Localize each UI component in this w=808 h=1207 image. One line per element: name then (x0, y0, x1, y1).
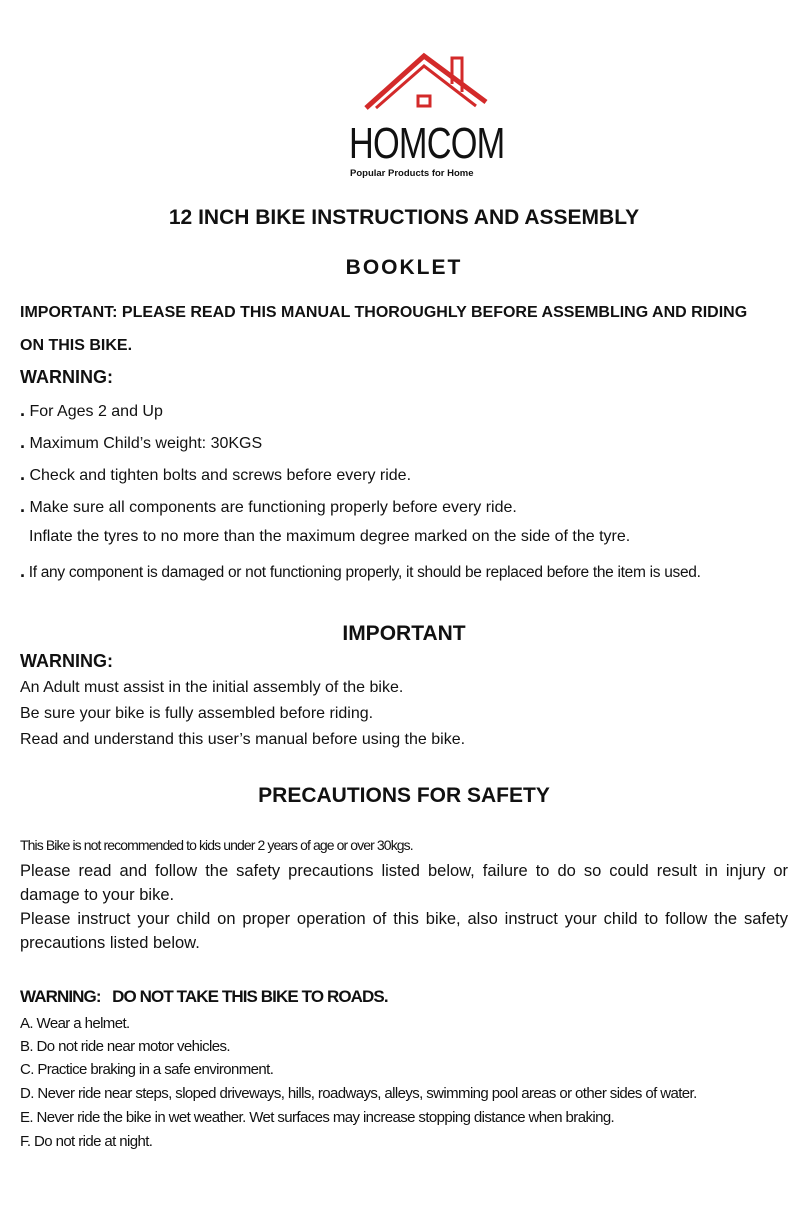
warning-item: . For Ages 2 and Up (20, 400, 163, 420)
warning-heading-1: WARNING: (20, 367, 113, 387)
precautions-heading: PRECAUTIONS FOR SAFETY (258, 784, 550, 807)
precaution-item: F. Do not ride at night. (20, 1133, 153, 1150)
page-title: 12 INCH BIKE INSTRUCTIONS AND ASSEMBLY (168, 206, 640, 229)
warning-item: Inflate the tyres to no more than the maximum degree marked on the side of the tyre. (29, 528, 631, 545)
precautions-paragraph-2: Please instruct your child on proper operation of this bike, also instruct your child to follow the safety precautions listed below. (20, 910, 788, 952)
important-heading: IMPORTANT (342, 622, 466, 645)
important-notice-line-2: ON THIS BIKE. (20, 337, 133, 354)
house-roof-icon (340, 50, 500, 130)
warning-item: . Maximum Child’s weight: 30KGS (20, 432, 263, 452)
warning-heading-2: WARNING: (20, 651, 113, 671)
roads-warning: WARNING: DO NOT TAKE THIS BIKE TO ROADS. (20, 987, 388, 1006)
brand-tagline: Popular Products for Home (350, 168, 474, 179)
precautions-paragraph-1: Please read and follow the safety precautions listed below, failure to do so could result in injury or damage to your bike. (20, 862, 788, 904)
warning-item: . Make sure all components are functioning properly before every ride. (20, 496, 517, 516)
precaution-item: D. Never ride near steps, sloped driveways, hills, roadways, alleys, swimming pool areas or other sides of water. (20, 1085, 697, 1102)
homcom-logo (340, 50, 505, 180)
important-line: An Adult must assist in the initial assembly of the bike. (20, 679, 404, 696)
warning-item: . Check and tighten bolts and screws before every ride. (20, 464, 412, 484)
precaution-item: A. Wear a helmet. (20, 1015, 130, 1032)
precaution-item: C. Practice braking in a safe environment. (20, 1061, 274, 1078)
important-notice-line-1: IMPORTANT: PLEASE READ THIS MANUAL THOROUGHLY BEFORE ASSEMBLING AND RIDING (20, 304, 748, 321)
age-note: This Bike is not recommended to kids under 2 years of age or over 30kgs. (20, 837, 413, 853)
precaution-item: E. Never ride the bike in wet weather. Wet surfaces may increase stopping distance when braking. (20, 1109, 615, 1126)
important-line: Be sure your bike is fully assembled before riding. (20, 705, 374, 722)
page-subtitle: BOOKLET (345, 256, 463, 279)
warning-item: . If any component is damaged or not functioning properly, it should be replaced before the item is used. (20, 561, 701, 581)
important-line: Read and understand this user’s manual before using the bike. (20, 731, 466, 748)
brand-name: HOMCOM (349, 119, 505, 168)
precaution-item: B. Do not ride near motor vehicles. (20, 1038, 230, 1055)
